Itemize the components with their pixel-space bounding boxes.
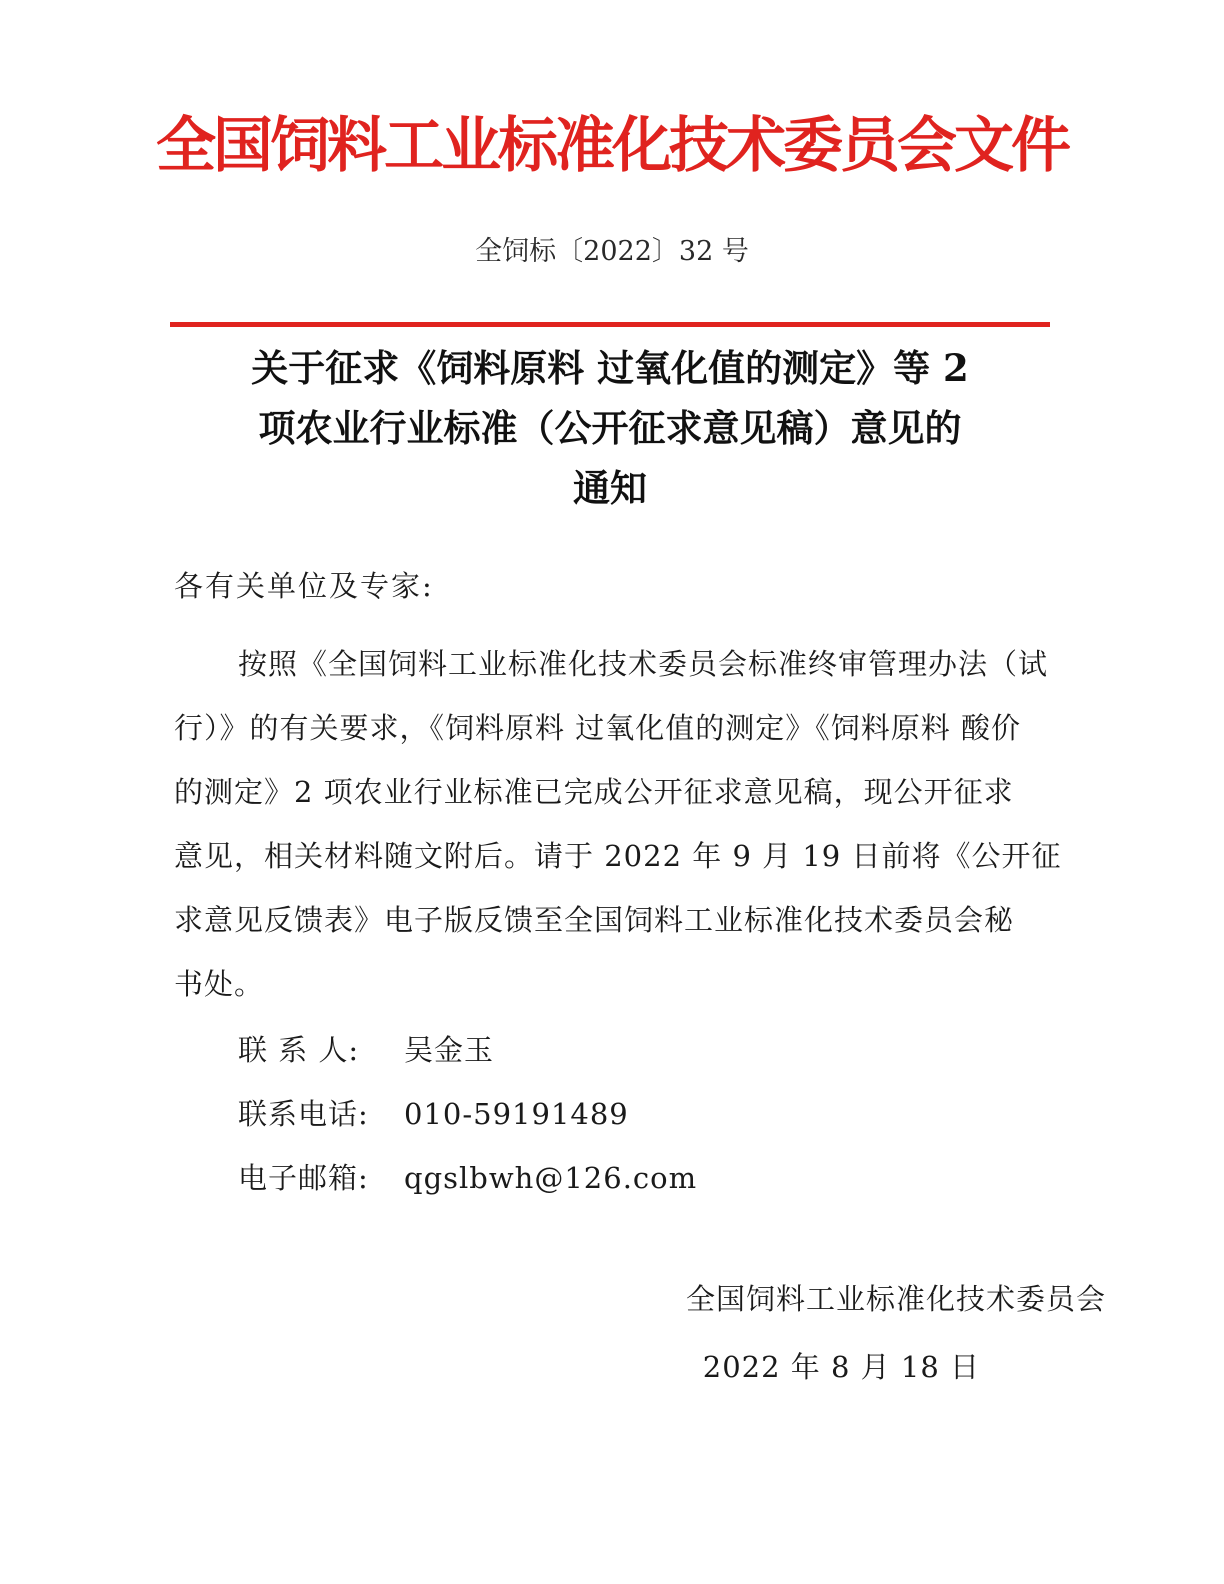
contact-email-label: 电子邮箱:: [238, 1161, 369, 1195]
body-paragraph: [174, 632, 1094, 1016]
contact-email-row: [238, 1146, 697, 1210]
contact-person-name: 吴金玉: [404, 1033, 495, 1067]
notice-title-line: 项农业行业标准（公开征求意见稿）意见的: [258, 406, 962, 450]
body-line: 按照《全国饲料工业标准化技术委员会标准终审管理办法（试: [238, 647, 1049, 681]
contact-block: [238, 1018, 697, 1210]
salutation: 各有关单位及专家:: [174, 569, 434, 603]
contact-email-value: qgslbwh@126.com: [404, 1161, 698, 1195]
body-line: 书处。: [174, 967, 265, 1001]
body-line: 求意见反馈表》电子版反馈至全国饲料工业标准化技术委员会秘: [174, 903, 1015, 937]
red-divider-rule: [170, 322, 1050, 327]
notice-title: [170, 338, 1050, 518]
signature-org: 全国饲料工业标准化技术委员会: [685, 1282, 1106, 1316]
body-line: 的测定》2 项农业行业标准已完成公开征求意见稿，现公开征求: [174, 775, 1014, 809]
contact-person-label: 联 系 人:: [238, 1033, 360, 1067]
signature-date: 2022 年 8 月 18 日: [702, 1350, 980, 1384]
document-number: 全饲标〔2022〕32 号: [475, 236, 749, 267]
header-org-title: 全国饲料工业标准化技术委员会文件: [156, 111, 1068, 181]
contact-phone-value: 010-59191489: [404, 1097, 629, 1131]
contact-person-row: [238, 1018, 697, 1082]
contact-phone-row: [238, 1082, 697, 1146]
body-line: 行）》的有关要求，《饲料原料 过氧化值的测定》《饲料原料 酸价: [174, 711, 1021, 745]
notice-title-line: 通知: [573, 466, 647, 510]
contact-phone-label: 联系电话:: [238, 1097, 369, 1131]
body-line: 意见，相关材料随文附后。请于 2022 年 9 月 19 日前将《公开征: [174, 839, 1062, 873]
notice-title-line: 关于征求《饲料原料 过氧化值的测定》等 2: [251, 346, 969, 390]
